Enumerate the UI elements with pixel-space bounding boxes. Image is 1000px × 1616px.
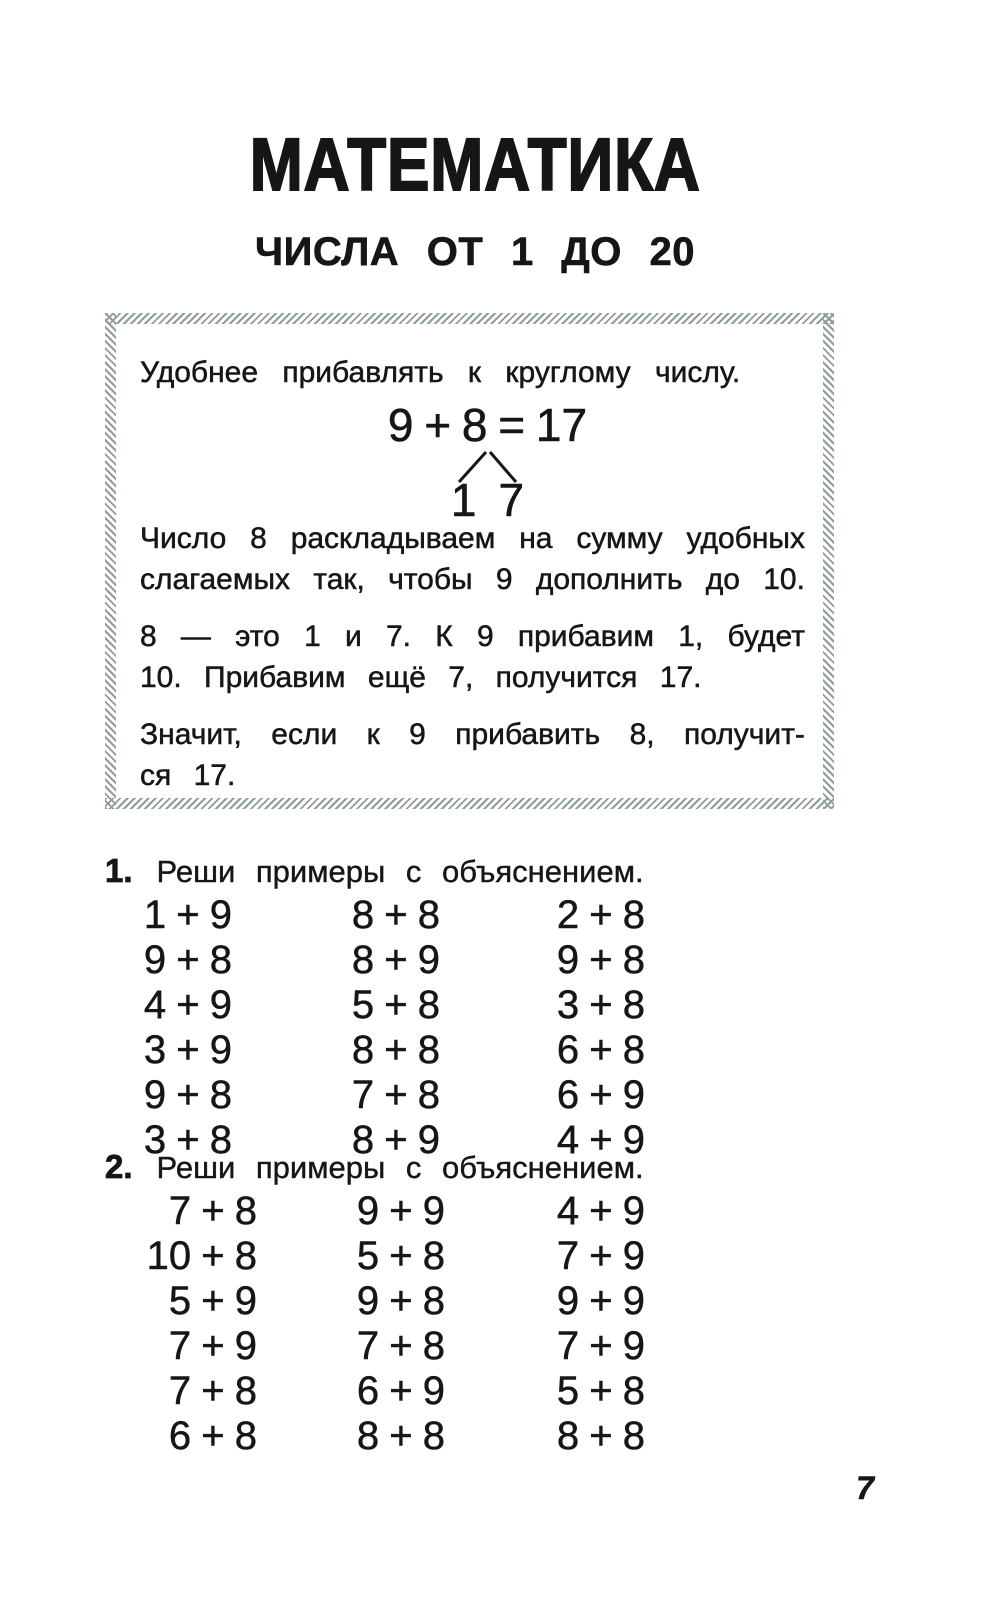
info-box bbox=[105, 313, 834, 809]
example-cell: 5 + 8 bbox=[356, 1234, 445, 1278]
example-cell: 8 + 8 bbox=[556, 1414, 645, 1458]
example-cell: 6 + 9 bbox=[556, 1073, 645, 1117]
exercise-2-column-3 bbox=[505, 1189, 645, 1459]
page-header bbox=[0, 122, 950, 207]
example-cell: 9 + 8 bbox=[556, 938, 645, 982]
rule-intro-line: Удобнее прибавлять к круглому числу. bbox=[140, 356, 741, 389]
example-cell: 9 + 8 bbox=[143, 938, 232, 982]
exercise-2-column-2 bbox=[305, 1189, 445, 1459]
box-border-left bbox=[105, 313, 116, 809]
example-cell: 7 + 9 bbox=[168, 1324, 257, 1368]
rule-text-line: Значит, если к 9 прибавить 8, получит- bbox=[140, 718, 805, 751]
exercise-instruction: Реши примеры с объяснением. bbox=[156, 1150, 644, 1185]
section-subtitle: ЧИСЛА ОТ 1 ДО 20 bbox=[254, 230, 696, 274]
example-cell: 7 + 8 bbox=[351, 1073, 440, 1117]
decomposition-right-digit: 7 bbox=[498, 474, 525, 526]
example-cell: 10 + 8 bbox=[146, 1234, 257, 1278]
example-cell: 3 + 9 bbox=[143, 1028, 232, 1072]
box-border-bottom bbox=[105, 798, 834, 809]
rule-paragraph bbox=[140, 616, 805, 698]
exercise-2-heading bbox=[105, 1146, 895, 1189]
exercise-number: 1. bbox=[105, 852, 133, 889]
example-cell: 7 + 8 bbox=[168, 1369, 257, 1413]
example-cell: 9 + 8 bbox=[356, 1279, 445, 1323]
example-cell: 2 + 8 bbox=[556, 893, 645, 937]
rule-text-line: Число 8 раскладываем на сумму удобных bbox=[140, 522, 805, 555]
section-header bbox=[0, 230, 950, 275]
box-border-right bbox=[823, 313, 834, 809]
example-cell: 3 + 8 bbox=[143, 1118, 232, 1162]
example-equation: 9 + 8 = 17 bbox=[387, 399, 588, 451]
exercise-1 bbox=[105, 850, 895, 1162]
example-cell: 8 + 8 bbox=[351, 893, 440, 937]
example-cell: 7 + 9 bbox=[556, 1234, 645, 1278]
example-cell: 6 + 9 bbox=[356, 1369, 445, 1413]
example-cell: 7 + 8 bbox=[168, 1189, 257, 1233]
example-cell: 9 + 9 bbox=[556, 1279, 645, 1323]
example-cell: 5 + 8 bbox=[351, 983, 440, 1027]
example-cell: 8 + 9 bbox=[351, 938, 440, 982]
example-cell: 4 + 9 bbox=[556, 1189, 645, 1233]
example-cell: 6 + 8 bbox=[556, 1028, 645, 1072]
rule-paragraph bbox=[140, 518, 805, 600]
page-number: 7 bbox=[856, 1470, 874, 1506]
decomposition-left-digit: 1 bbox=[450, 474, 477, 526]
rule-text-line: ся 17. bbox=[140, 759, 236, 792]
number-decomposition bbox=[423, 450, 553, 526]
exercise-2 bbox=[105, 1146, 895, 1458]
rule-paragraph bbox=[140, 714, 805, 796]
example-cell: 9 + 8 bbox=[143, 1073, 232, 1117]
rule-text-line: 10. Прибавим ещё 7, получится 17. bbox=[140, 661, 702, 694]
example-cell: 9 + 9 bbox=[356, 1189, 445, 1233]
example-cell: 8 + 8 bbox=[356, 1414, 445, 1458]
example-cell: 6 + 8 bbox=[168, 1414, 257, 1458]
box-border-top bbox=[105, 313, 834, 324]
example-cell: 5 + 9 bbox=[168, 1279, 257, 1323]
example-cell: 8 + 9 bbox=[351, 1118, 440, 1162]
rule-text-line: слагаемых так, чтобы 9 дополнить до 10. bbox=[140, 563, 805, 596]
example-cell: 3 + 8 bbox=[556, 983, 645, 1027]
exercise-1-heading bbox=[105, 850, 895, 893]
example-cell: 8 + 8 bbox=[351, 1028, 440, 1072]
exercise-1-column-3 bbox=[505, 893, 645, 1163]
rule-text-line: 8 — это 1 и 7. К 9 прибавим 1, будет bbox=[140, 620, 805, 653]
example-cell: 7 + 8 bbox=[356, 1324, 445, 1368]
exercise-1-column-2 bbox=[305, 893, 440, 1163]
example-cell: 4 + 9 bbox=[556, 1118, 645, 1162]
example-cell: 4 + 9 bbox=[143, 983, 232, 1027]
example-cell: 5 + 8 bbox=[556, 1369, 645, 1413]
info-box-content bbox=[116, 324, 823, 798]
exercise-2-column-1 bbox=[105, 1189, 257, 1459]
exercise-number: 2. bbox=[105, 1148, 133, 1185]
example-cell: 7 + 9 bbox=[556, 1324, 645, 1368]
page-title: МАТЕМАТИКА bbox=[249, 123, 701, 206]
decomposition-digits bbox=[423, 474, 553, 526]
exercise-instruction: Реши примеры с объяснением. bbox=[156, 854, 644, 889]
example-cell: 1 + 9 bbox=[143, 893, 232, 937]
exercise-1-column-1 bbox=[105, 893, 232, 1163]
